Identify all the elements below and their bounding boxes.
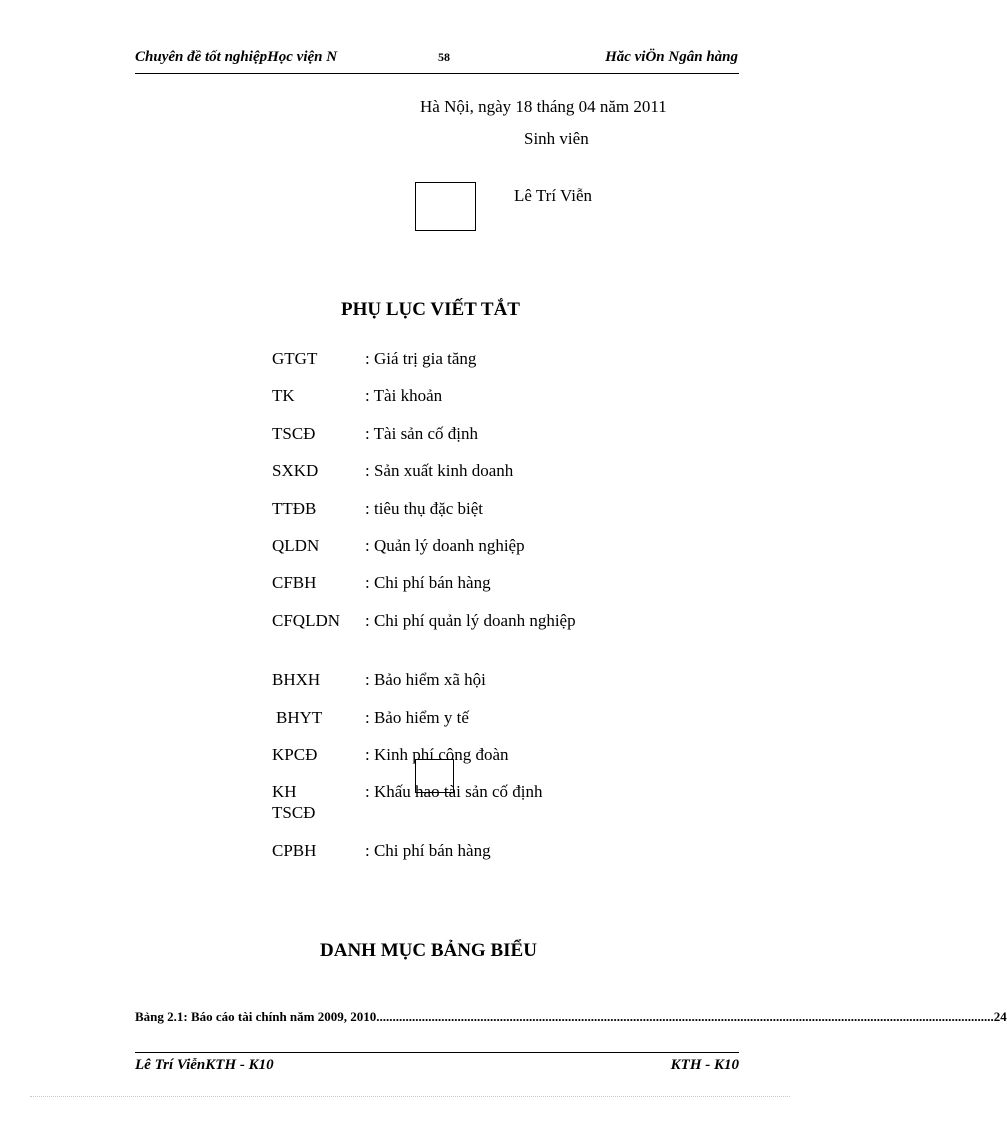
abbr-term: TSCĐ [272,424,316,443]
abbr-term: CPBH [272,841,317,860]
signature-box [415,182,476,231]
abbr-desc: : Bảo hiểm xã hội [365,670,486,689]
page-bottom-dotted-line [30,1096,790,1097]
toc-entry-page: 24 [993,1009,1007,1024]
abbr-term: SXKD [272,461,319,480]
abbr-term: CFBH [272,573,317,592]
abbreviations-title: PHỤ LỤC VIẾT TẮT [341,299,520,320]
abbr-desc: : Chi phí bán hàng [365,841,491,860]
abbr-desc: : Khấu hao tài sản cố định [365,782,543,801]
abbr-desc: : Sản xuất kinh doanh [365,461,514,480]
toc-entry [135,1009,1007,1025]
abbr-desc: : Kinh phí công đoàn [365,745,509,764]
footer-right: KTH - K10 [670,1057,739,1073]
abbr-term: TK [272,386,295,405]
abbr-desc: : Quản lý doanh nghiệp [365,536,525,555]
abbr-term: BHYT [276,708,323,727]
toc-entry-label: Bảng 2.1: Báo cáo tài chính năm 2009, 2010 [135,1009,377,1024]
abbr-term: QLDN [272,536,320,555]
abbr-term: KH TSCĐ [272,782,316,822]
abbr-term: TTĐB [272,499,317,518]
abbr-desc: : Tài khoản [365,386,443,405]
abbr-desc: : Chi phí bán hàng [365,573,491,592]
abbr-desc: : tiêu thụ đặc biệt [365,499,484,518]
date-line: Hà Nội, ngày 18 tháng 04 năm 2011 [420,97,667,116]
abbr-term: CFQLDN [272,611,341,630]
abbr-term: BHXH [272,670,321,689]
tables-list-title: DANH MỤC BẢNG BIỂU [320,940,537,961]
header-left: Chuyên đề tốt nghiệpHọc viện N [135,49,338,65]
footer-left: Lê Trí ViễnKTH - K10 [135,1057,274,1073]
abbr-desc: : Bảo hiểm y tế [365,708,469,727]
abbr-term: KPCĐ [272,745,318,764]
abbr-term: GTGT [272,349,318,368]
overlay-box [415,759,454,793]
footer-rule [135,1052,739,1053]
abbr-desc: : Tài sản cố định [365,424,478,443]
signer-name: Lê Trí Viễn [514,186,593,205]
abbr-desc: : Chi phí quản lý doanh nghiệp [365,611,576,630]
signer-role: Sinh viên [524,129,589,148]
header-right: Hăc viÖn Ngân hàng [605,49,738,65]
toc-leader: .............................................................................................................................................................................................. [376,1009,994,1024]
page-number: 58 [438,50,450,64]
header-rule [135,73,739,74]
abbr-desc: : Giá trị gia tăng [365,349,477,368]
